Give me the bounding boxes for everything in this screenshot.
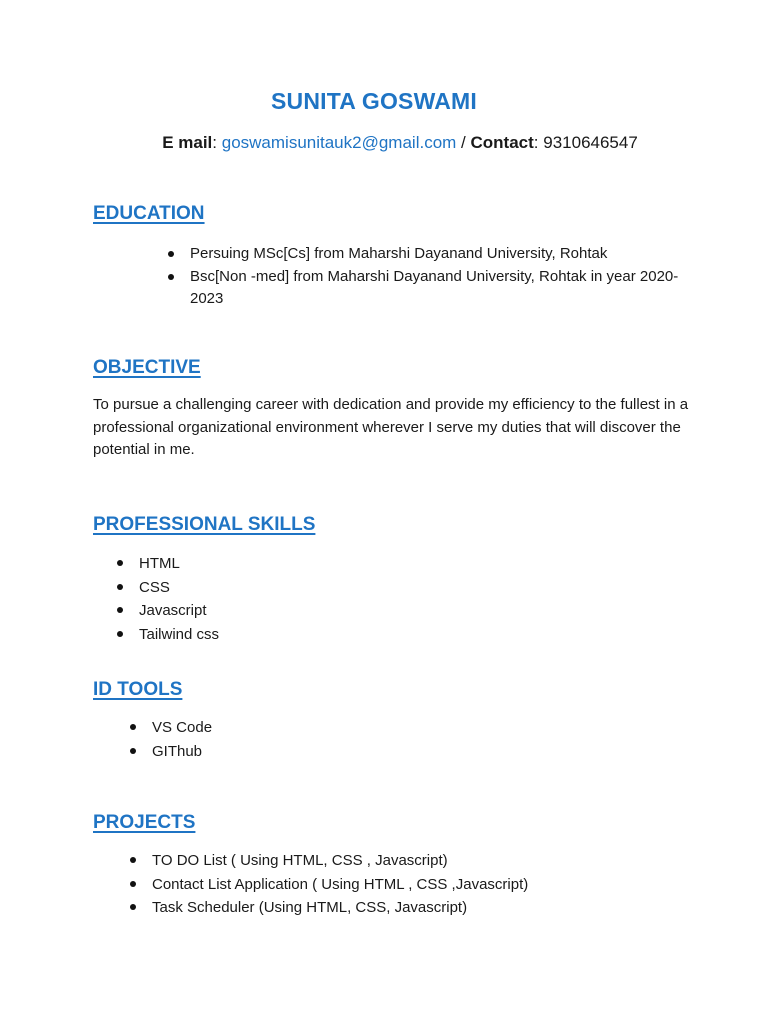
email-label: E mail [162,133,213,152]
project-item: Contact List Application ( Using HTML , CSS ,Javascript) [128,873,648,897]
skill-item: HTML [115,552,515,576]
skills-list [115,552,515,646]
tools-heading: ID TOOLS [93,679,183,700]
email-link[interactable]: goswamisunitauk2@gmail.com [221,133,457,152]
tools-list [128,716,528,763]
objective-text: To pursue a challenging career with dedication and provide my efficiency to the fullest in a professional organizational environment wherever I serve my duties that will discover the potential in me. [93,396,689,458]
tool-item: GIThub [128,740,528,764]
candidate-name: SUNITA GOSWAMI [271,88,477,114]
contact-line: E mail: goswamisunitauk2@gmail.com / Contact: 9310646547 [162,133,638,152]
skill-item: Javascript [115,599,515,623]
education-list [166,243,686,311]
education-item: Persuing MSc[Cs] from Maharshi Dayanand University, Rohtak [166,243,686,266]
contact-label: Contact [470,133,534,152]
objective-heading: OBJECTIVE [93,357,201,378]
project-item: TO DO List ( Using HTML, CSS , Javascript) [128,849,648,873]
tool-item: VS Code [128,716,528,740]
contact-number: 9310646547 [543,133,638,152]
education-heading: EDUCATION [93,203,205,224]
project-item: Task Scheduler (Using HTML, CSS, Javascript) [128,896,648,920]
projects-heading: PROJECTS [93,812,196,833]
projects-list [128,849,648,920]
skill-item: CSS [115,576,515,600]
skill-item: Tailwind css [115,623,515,647]
contact-separator: / [461,133,466,152]
education-item: Bsc[Non -med] from Maharshi Dayanand University, Rohtak in year 2020-2023 [166,266,686,311]
skills-heading: PROFESSIONAL SKILLS [93,514,316,535]
